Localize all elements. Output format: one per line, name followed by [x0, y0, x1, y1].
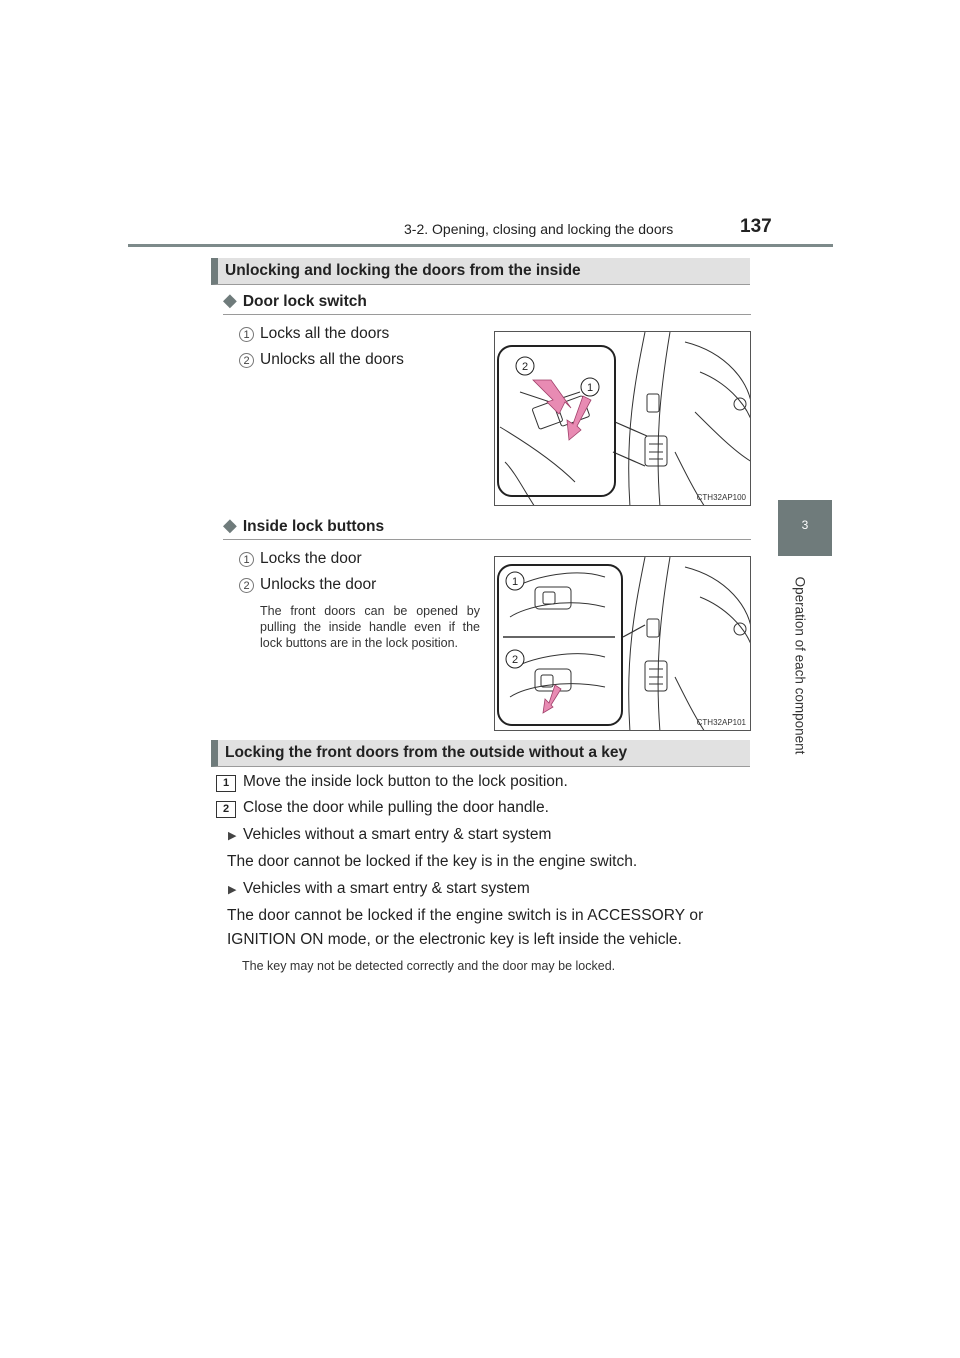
callout-number-icon: 2 — [239, 578, 254, 593]
section-heading-outside — [211, 740, 750, 767]
item-text: Locks the door — [260, 550, 362, 567]
inside-lock-note: The front doors can be opened by pulling the inside handle even if the lock buttons are in the lock position. — [260, 604, 480, 650]
header-rule — [128, 244, 833, 247]
chapter-tab-number: 3 — [801, 518, 809, 532]
header-section-title: 3-2. Opening, closing and locking the doors — [404, 221, 674, 237]
callout-label: 1 — [586, 382, 594, 394]
callout-label: 1 — [511, 576, 519, 588]
callout-label: 2 — [511, 654, 519, 666]
diamond-bullet-icon: ◆ — [223, 290, 237, 310]
condition-text-with-smart-line2: IGNITION ON mode, or the electronic key is left inside the vehicle. — [227, 931, 682, 948]
figure-inside-lock-buttons — [494, 556, 751, 731]
callout-label: 2 — [521, 361, 529, 373]
triangle-bullet-icon: ▶ — [228, 830, 237, 842]
subsection-title-inside-lock-buttons: ◆ Inside lock buttons — [223, 515, 385, 535]
door-lock-switch-illustration — [495, 332, 751, 506]
figure-door-lock-switch — [494, 331, 751, 506]
callout-number-icon: 1 — [239, 552, 254, 567]
figure-code: CTH32AP100 — [696, 493, 746, 502]
item-text: Locks all the doors — [260, 325, 390, 342]
step-number-box: 2 — [216, 801, 236, 818]
item-text: Unlocks the door — [260, 576, 377, 593]
section-heading-inside-text: Unlocking and locking the doors from the inside — [225, 262, 581, 279]
triangle-bullet-icon: ▶ — [228, 884, 237, 896]
item-text: Unlocks all the doors — [260, 351, 404, 368]
subsection-title-door-lock-switch: ◆ Door lock switch — [223, 290, 367, 310]
step-number-box: 1 — [216, 775, 236, 792]
diamond-bullet-icon: ◆ — [223, 515, 237, 535]
fine-print-note: The key may not be detected correctly and the door may be locked. — [242, 959, 616, 973]
figure-code: CTH32AP101 — [696, 718, 746, 727]
subsection-rule — [223, 314, 751, 315]
step-text: Close the door while pulling the door handle. — [243, 799, 549, 816]
callout-number-icon: 2 — [239, 353, 254, 368]
subsection-rule — [223, 539, 751, 540]
inside-lock-button-illustration — [495, 557, 751, 731]
page-number: 137 — [740, 216, 772, 237]
callout-number-icon: 1 — [239, 327, 254, 342]
condition-heading-with-smart: Vehicles with a smart entry & start system — [243, 880, 530, 897]
condition-heading-without-smart: Vehicles without a smart entry & start system — [243, 826, 552, 843]
chapter-label: Operation of each component — [792, 576, 808, 755]
condition-text-without-smart: The door cannot be locked if the key is in the engine switch. — [227, 853, 638, 870]
section-heading-outside-text: Locking the front doors from the outside without a key — [225, 744, 628, 761]
condition-text-with-smart-line1: The door cannot be locked if the engine switch is in ACCESSORY or — [227, 907, 704, 924]
section-heading-inside — [211, 258, 750, 285]
step-text: Move the inside lock button to the lock position. — [243, 773, 568, 790]
